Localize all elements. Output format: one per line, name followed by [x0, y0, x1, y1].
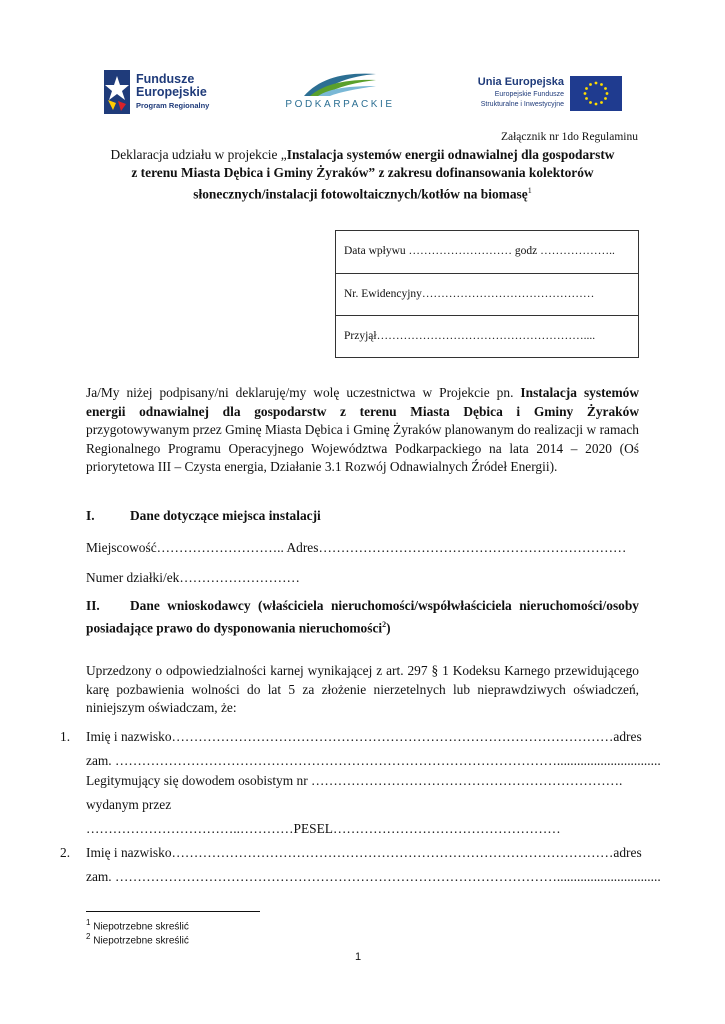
fundusze-europejskie-logo — [104, 70, 234, 116]
location-address-field[interactable]: Miejscowość……………………….. Adres…………………………………………………………… — [86, 540, 627, 555]
footnote-2-text: Niepotrzebne skreślić — [90, 935, 189, 947]
section2-heading — [86, 597, 639, 637]
footnote-1 — [86, 918, 189, 932]
podkarpackie-swoosh-icon — [300, 66, 380, 98]
fe-logo-line1: Fundusze — [136, 72, 195, 86]
person1-residence-field[interactable]: zam. ………………………………………………………………………………………............................... — [86, 753, 661, 768]
unia-europejska-logo — [468, 74, 628, 114]
person1-id-field[interactable]: Legitymujący się dowodem osobistym nr ……………………………………………………………. — [86, 773, 623, 788]
eu-flag-icon — [570, 76, 622, 111]
footnote-1-mark: 1 — [86, 918, 91, 927]
received-by-field[interactable]: Przyjął……………………………………………….... — [336, 315, 638, 357]
title-line2: z terenu Miasta Dębica i Gminy Żyraków” z zakresu dofinansowania kolektorów — [131, 165, 594, 180]
criminal-liability-statement: Uprzedzony o odpowiedzialności karnej wynikającej z art. 297 § 1 Kodeksu Karnego przewidującego karę pozbawienia wolności do lat 5 za złożenie nierzetelnych lub nieprawdziwych oświadczeń, niniejszym oświadczam, że: — [86, 663, 639, 715]
person1-issued-by-label: wydanym przez — [86, 797, 172, 812]
person1-name-field[interactable]: Imię i nazwisko………………………………………………………………………………………adres — [86, 729, 642, 744]
ue-logo-line1: Unia Europejska — [477, 76, 564, 88]
footnote-1-text: Niepotrzebne skreślić — [90, 921, 189, 933]
section1-title: Dane dotyczące miejsca instalacji — [130, 508, 321, 523]
footnote-2-mark: 2 — [86, 932, 91, 941]
title-line3: słonecznych/instalacji fotowoltaicznych/kotłów na biomasę — [193, 186, 528, 202]
podkarpackie-name: PODKARPACKIE — [285, 99, 395, 110]
footnote-ref-1: 1 — [527, 186, 532, 195]
intro-paragraph — [86, 384, 639, 477]
person2-residence-field[interactable]: zam. ………………………………………………………………………………………............................... — [86, 869, 661, 884]
person2-name-field[interactable]: Imię i nazwisko………………………………………………………………………………………adres — [86, 845, 642, 860]
title-prefix: Deklaracja udziału w projekcie „ — [110, 147, 287, 162]
footnote-divider — [86, 911, 260, 912]
page-number: 1 — [355, 951, 362, 963]
document-title — [86, 146, 639, 203]
footnote-2 — [86, 932, 189, 946]
ue-logo-line2: Europejskie Fundusze — [494, 91, 564, 98]
section2-close: ) — [386, 619, 391, 635]
fe-logo-line3: Program Regionalny — [136, 101, 210, 110]
podkarpackie-logo — [282, 66, 398, 114]
plot-number-field[interactable]: Numer działki/ek……………………… — [86, 570, 300, 585]
section2-numeral: II. — [86, 598, 100, 613]
office-use-box — [335, 230, 639, 358]
footnote-ref-2: 2 — [382, 619, 387, 629]
person1-pesel-field[interactable]: ……………………………..…………PESEL…………………………………………… — [86, 821, 561, 836]
registration-number-field[interactable]: Nr. Ewidencyjny……………………………………… — [336, 273, 638, 315]
intro-text-2: przygotowywanym przez Gminę Miasta Dębica i Gminę Żyraków planowanym do realizacji w ramach Regionalnego Programu Operacyjnego Województwa Podkarpackiego na lata 2014 – 2020 (Oś priorytetowa III – Czysta energia, Działanie 3.1 Rozwój Odnawialnych Źródeł Energii). — [86, 422, 639, 474]
section1-numeral: I. — [86, 508, 95, 523]
intro-project-name: Instalacja systemów energii odnawialnej dla gospodarstw z terenu Miasta Dębica i Gminy Żyraków — [86, 385, 639, 419]
section2-title: Dane wnioskodawcy (właściciela nieruchomości/współwłaściciela nieruchomości/osoby posiadające prawo do dysponowania nieruchomości — [86, 598, 639, 635]
fe-logo-line2: Europejskie — [136, 85, 207, 99]
person2-number: 2. — [60, 845, 71, 860]
receipt-date-field[interactable]: Data wpływu ……………………… godz ……………….. — [344, 245, 615, 257]
fe-star-icon — [104, 70, 130, 114]
title-project-name: Instalacja systemów energii odnawialnej dla gospodarstw — [286, 147, 615, 162]
person1-number: 1. — [60, 729, 71, 744]
intro-text-1: Ja/My niżej podpisany/ni deklaruję/my wolę uczestnictwa w Projekcie pn. — [86, 385, 521, 400]
ue-logo-line3: Strukturalne i Inwestycyjne — [480, 101, 564, 108]
annex-label: Załącznik nr 1do Regulaminu — [500, 131, 638, 143]
